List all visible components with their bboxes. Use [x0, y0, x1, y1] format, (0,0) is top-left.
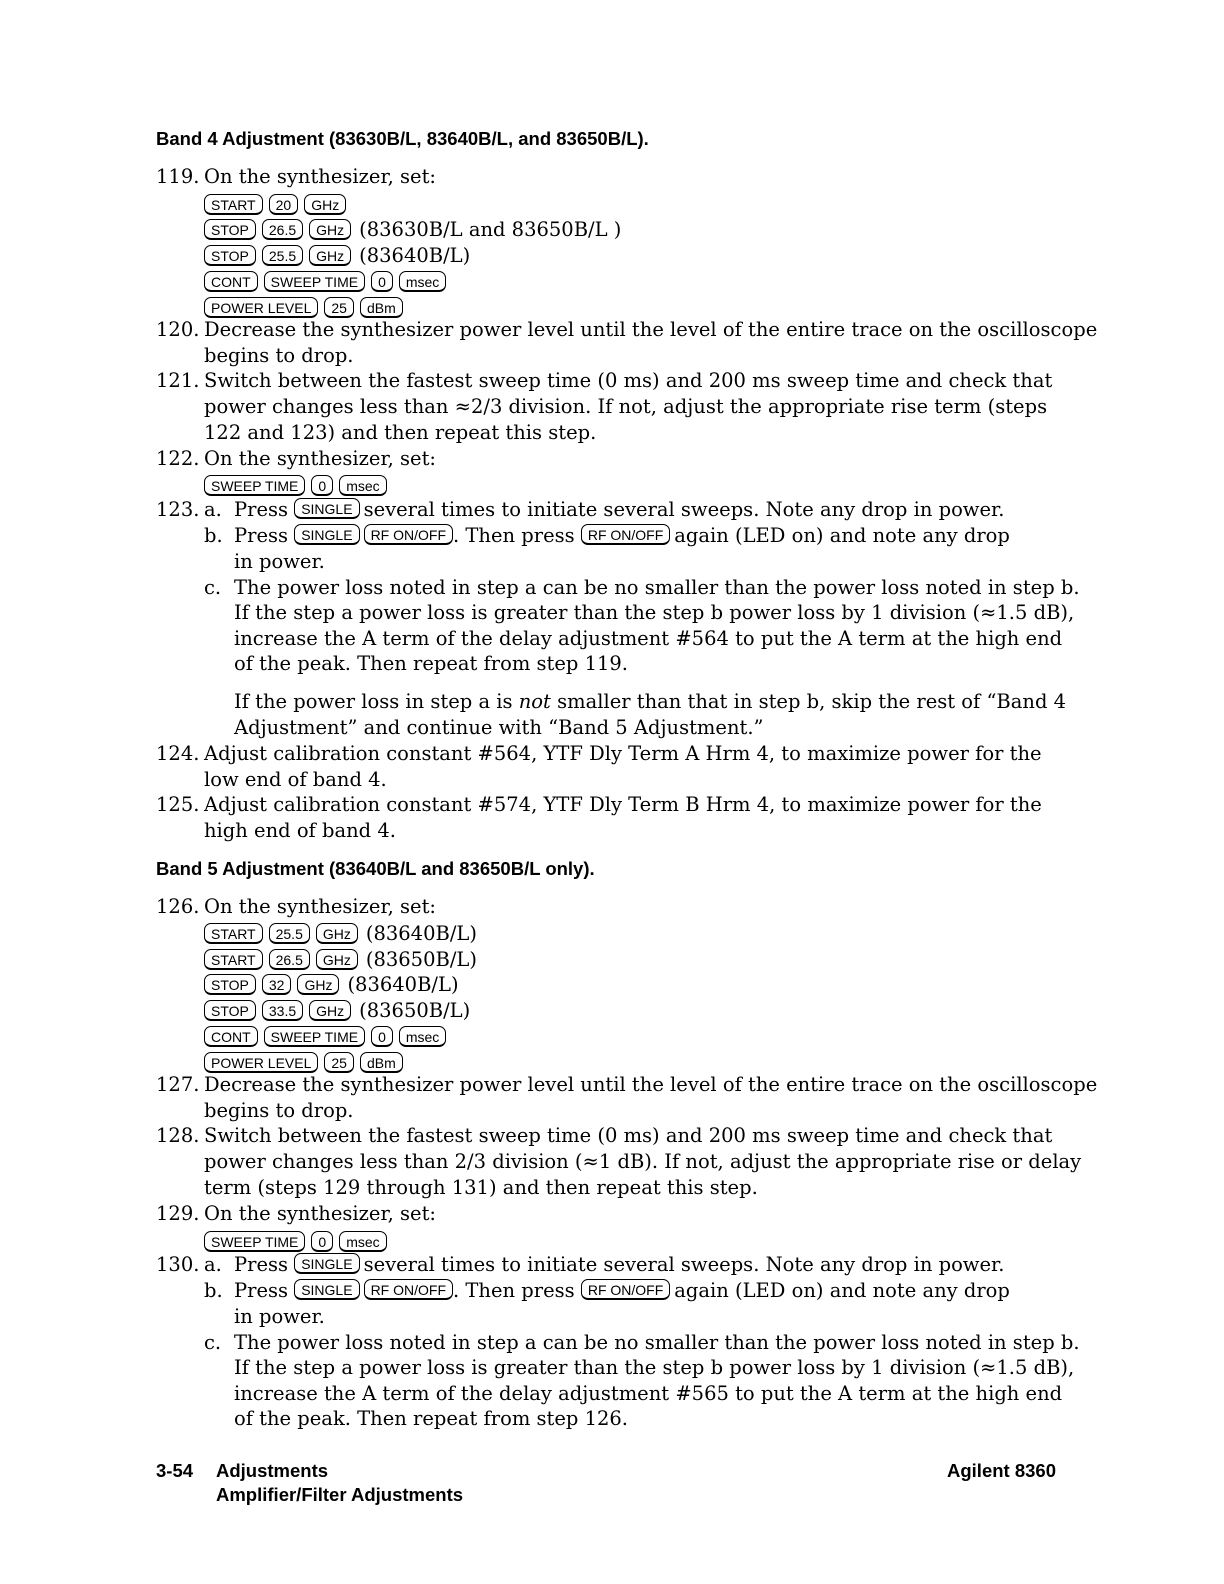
dbm-key: dBm: [360, 297, 403, 318]
sweep-time-key: SWEEP TIME: [204, 1231, 305, 1252]
step-text: power changes less than ≈2/3 division. If not, adjust the appropriate rise term (steps: [204, 395, 1048, 418]
step-number: 125.: [156, 793, 200, 816]
sub-text: Press SINGLE RF ON/OFF . Then press RF ON/OFF again (LED on) and note any drop: [234, 1279, 1010, 1302]
sub-label: a.: [204, 498, 222, 521]
step-number: 123.: [156, 498, 200, 521]
single-key: SINGLE: [294, 498, 359, 519]
model-note: (83650B/L): [359, 998, 471, 1022]
sub-text: in power.: [234, 1305, 325, 1328]
model-note: (83650B/L): [365, 947, 477, 971]
step-text: low end of band 4.: [204, 768, 387, 791]
step-text: On the synthesizer, set:: [204, 165, 436, 188]
sub-text: If the step a power loss is greater than the step b power loss by 1 division (≈1.5 dB),: [234, 1356, 1075, 1379]
model-note: (83640B/L): [365, 921, 477, 945]
26-5-key: 26.5: [262, 219, 303, 240]
note-text: Adjustment” and continue with “Band 5 Adjustment.”: [234, 716, 764, 739]
0-key: 0: [371, 271, 393, 292]
25-key: 25: [324, 1052, 354, 1073]
sub-label: b.: [204, 1279, 223, 1302]
key-sequence: [204, 920, 477, 946]
sub-text: The power loss noted in step a can be no smaller than the power loss noted in step b.: [234, 576, 1080, 599]
step-text: Switch between the fastest sweep time (0 ms) and 200 ms sweep time and check that: [204, 1124, 1053, 1147]
step-text: Adjust calibration constant #564, YTF Dly Term A Hrm 4, to maximize power for the: [204, 742, 1042, 765]
sub-label: a.: [204, 1253, 222, 1276]
emphasis: not: [518, 690, 551, 713]
model-note: (83640B/L): [347, 972, 459, 996]
33-5-key: 33.5: [262, 1000, 303, 1021]
ghz-key: GHz: [297, 974, 339, 995]
sweep-time-key: SWEEP TIME: [264, 1026, 365, 1047]
ghz-key: GHz: [309, 245, 351, 266]
model-note: (83630B/L and 83650B/L ): [359, 217, 622, 241]
step-text: high end of band 4.: [204, 819, 396, 842]
start-key: START: [204, 194, 263, 215]
26-5-key: 26.5: [269, 949, 310, 970]
step-number: 121.: [156, 369, 200, 392]
step-text: On the synthesizer, set:: [204, 447, 436, 470]
start-key: START: [204, 923, 263, 944]
key-sequence: [204, 216, 621, 242]
ghz-key: GHz: [304, 194, 346, 215]
25-5-key: 25.5: [262, 245, 303, 266]
sub-label: c.: [204, 1331, 222, 1354]
stop-key: STOP: [204, 1000, 256, 1021]
step-number: 119.: [156, 165, 200, 188]
step-number: 122.: [156, 447, 200, 470]
sub-text: of the peak. Then repeat from step 126.: [234, 1407, 629, 1430]
start-key: START: [204, 949, 263, 970]
band4-heading: Band 4 Adjustment (83630B/L, 83640B/L, and 83650B/L).: [156, 128, 649, 149]
rf-on-off-key: RF ON/OFF: [364, 524, 453, 545]
single-key: SINGLE: [294, 524, 359, 545]
step-text: Adjust calibration constant #574, YTF Dly Term B Hrm 4, to maximize power for the: [204, 793, 1042, 816]
0-key: 0: [371, 1026, 393, 1047]
msec-key: msec: [339, 475, 386, 496]
stop-key: STOP: [204, 219, 256, 240]
ghz-key: GHz: [309, 219, 351, 240]
step-number: 129.: [156, 1202, 200, 1225]
sub-text: in power.: [234, 550, 325, 573]
footer-section: Adjustments: [216, 1460, 329, 1481]
step-text: Decrease the synthesizer power level until the level of the entire trace on the oscilloscope: [204, 1073, 1098, 1096]
rf-on-off-key: RF ON/OFF: [581, 524, 670, 545]
power-level-key: POWER LEVEL: [204, 297, 318, 318]
step-text: On the synthesizer, set:: [204, 1202, 436, 1225]
rf-on-off-key: RF ON/OFF: [581, 1279, 670, 1300]
0-key: 0: [311, 475, 333, 496]
rf-on-off-key: RF ON/OFF: [364, 1279, 453, 1300]
ghz-key: GHz: [316, 923, 358, 944]
step-number: 120.: [156, 318, 200, 341]
sub-label: c.: [204, 576, 222, 599]
key-sequence: [204, 268, 452, 294]
sub-text: Press SINGLE several times to initiate several sweeps. Note any drop in power.: [234, 1253, 1005, 1276]
model-note: (83640B/L): [359, 243, 471, 267]
sub-text: increase the A term of the delay adjustment #565 to put the A term at the high end: [234, 1382, 1063, 1405]
key-sequence: [204, 472, 393, 498]
sub-text: of the peak. Then repeat from step 119.: [234, 652, 629, 675]
dbm-key: dBm: [360, 1052, 403, 1073]
step-number: 130.: [156, 1253, 200, 1276]
key-sequence: [204, 997, 470, 1023]
footer-subsection: Amplifier/Filter Adjustments: [216, 1484, 464, 1505]
step-text: term (steps 129 through 131) and then repeat this step.: [204, 1176, 758, 1199]
25-key: 25: [324, 297, 354, 318]
sweep-time-key: SWEEP TIME: [204, 475, 305, 496]
step-text: power changes less than 2/3 division (≈1 dB). If not, adjust the appropriate rise or delay: [204, 1150, 1082, 1173]
key-sequence: [204, 946, 477, 972]
manual-page: Band 4 Adjustment (83630B/L, 83640B/L, and 83650B/L). 119. On the synthesizer, set: START 20 GHz STOP 26.5 GHz (83630B/L and 83650B/L ) STOP 25.5 GHz (83640B/L) CONT SWEEP TIME 0 msec POWER LEVEL 25 dBm 120. Decrease the synthesizer power level until the level of the entire trace on the oscilloscope begins to drop. 121. Switch between the fastest sweep time (0 ms) and 200 ms sweep time and check that power changes less than ≈2/3 division. If not, adjust the appropriate rise term (steps 122 and 123) and then repeat this step. 122. On the synthesizer, set: SWEEP TIME 0 msec 123. a. Press SINGLE several times to initiate several sweeps. Note any drop in power. b. Press SINGLE RF ON/OFF . Then press RF ON/OFF again (LED on) and note any drop in power. c. The power loss noted in step a can be no smaller than the power loss noted in step b. If the step a power loss is greater than the step b power loss by 1 division (≈1.5 dB), increase the A term of the delay adjustment #564 to put the A term at the high end of the peak. Then repeat from step 119. If the power loss in step a is not smaller than that in step b, skip the rest of “Band 4 Adjustment” and continue with “Band 5 Adjustment.” 124. Adjust calibration constant #564, YTF Dly Term A Hrm 4, to maximize power for the low end of band 4. 125. Adjust calibration constant #574, YTF Dly Term B Hrm 4, to maximize power for the high end of band 4. Band 5 Adjustment (83640B/L and 83650B/L only). 126. On the synthesizer, set: START 25.5 GHz (83640B/L) START 26.5 GHz (83650B/L) STOP 32 GHz (83640B/L) STOP 33.5 GHz (83650B/L) CONT SWEEP TIME 0 msec POWER LEVEL 25 dBm 127. Decrease the synthesizer power level until the level of the entire trace on the oscilloscope begins to drop. 128. Switch between the fastest sweep time (0 ms) and 200 ms sweep time and check that power changes less than 2/3 division (≈1 dB). If not, adjust the appropriate rise or delay term (steps 129 through 131) and then repeat this step. 129. On the synthesizer, set: SWEEP TIME 0 msec 130. a. Press SINGLE several times to initiate several sweeps. Note any drop in power. b. Press SINGLE RF ON/OFF . Then press RF ON/OFF again (LED on) and note any drop in power. c. The power loss noted in step a can be no smaller than the power loss noted in step b. If the step a power loss is greater than the step b power loss by 1 division (≈1.5 dB), increase the A term of the delay adjustment #565 to put the A term at the high end of the peak. Then repeat from step 126. 3-54 Adjustments Amplifier/Filter Adjustments Agilent 8360: [156, 128, 1098, 1505]
sub-text: increase the A term of the delay adjustment #564 to put the A term at the high end: [234, 627, 1063, 650]
0-key: 0: [311, 1231, 333, 1252]
msec-key: msec: [399, 271, 446, 292]
step-number: 128.: [156, 1124, 200, 1147]
step-text: On the synthesizer, set:: [204, 895, 436, 918]
ghz-key: GHz: [316, 949, 358, 970]
step-text: Switch between the fastest sweep time (0 ms) and 200 ms sweep time and check that: [204, 369, 1053, 392]
band5-heading: Band 5 Adjustment (83640B/L and 83650B/L only).: [156, 858, 595, 879]
page-number: 3-54: [156, 1460, 194, 1481]
step-text: 122 and 123) and then repeat this step.: [204, 421, 597, 444]
power-level-key: POWER LEVEL: [204, 1052, 318, 1073]
key-sequence: [204, 971, 459, 997]
stop-key: STOP: [204, 245, 256, 266]
step-number: 127.: [156, 1073, 200, 1096]
single-key: SINGLE: [294, 1279, 359, 1300]
cont-key: CONT: [204, 271, 258, 292]
cont-key: CONT: [204, 1026, 258, 1047]
step-number: 126.: [156, 895, 200, 918]
ghz-key: GHz: [309, 1000, 351, 1021]
sub-text: Press SINGLE several times to initiate several sweeps. Note any drop in power.: [234, 498, 1005, 521]
msec-key: msec: [399, 1026, 446, 1047]
sub-text: If the step a power loss is greater than the step b power loss by 1 division (≈1.5 dB),: [234, 601, 1075, 624]
sub-text: The power loss noted in step a can be no smaller than the power loss noted in step b.: [234, 1331, 1080, 1354]
msec-key: msec: [339, 1231, 386, 1252]
25-5-key: 25.5: [269, 923, 310, 944]
footer-product: Agilent 8360: [947, 1460, 1056, 1481]
20-key: 20: [269, 194, 299, 215]
key-sequence: [204, 191, 352, 217]
step-number: 124.: [156, 742, 200, 765]
sub-label: b.: [204, 524, 223, 547]
sub-text: Press SINGLE RF ON/OFF . Then press RF ON/OFF again (LED on) and note any drop: [234, 524, 1010, 547]
32-key: 32: [262, 974, 292, 995]
key-sequence: [204, 1228, 393, 1254]
sweep-time-key: SWEEP TIME: [264, 271, 365, 292]
key-sequence: [204, 242, 470, 268]
key-sequence: [204, 1023, 452, 1049]
step-text: begins to drop.: [204, 1099, 354, 1122]
step-text: begins to drop.: [204, 344, 354, 367]
single-key: SINGLE: [294, 1253, 359, 1274]
stop-key: STOP: [204, 974, 256, 995]
step-text: Decrease the synthesizer power level until the level of the entire trace on the oscilloscope: [204, 318, 1098, 341]
